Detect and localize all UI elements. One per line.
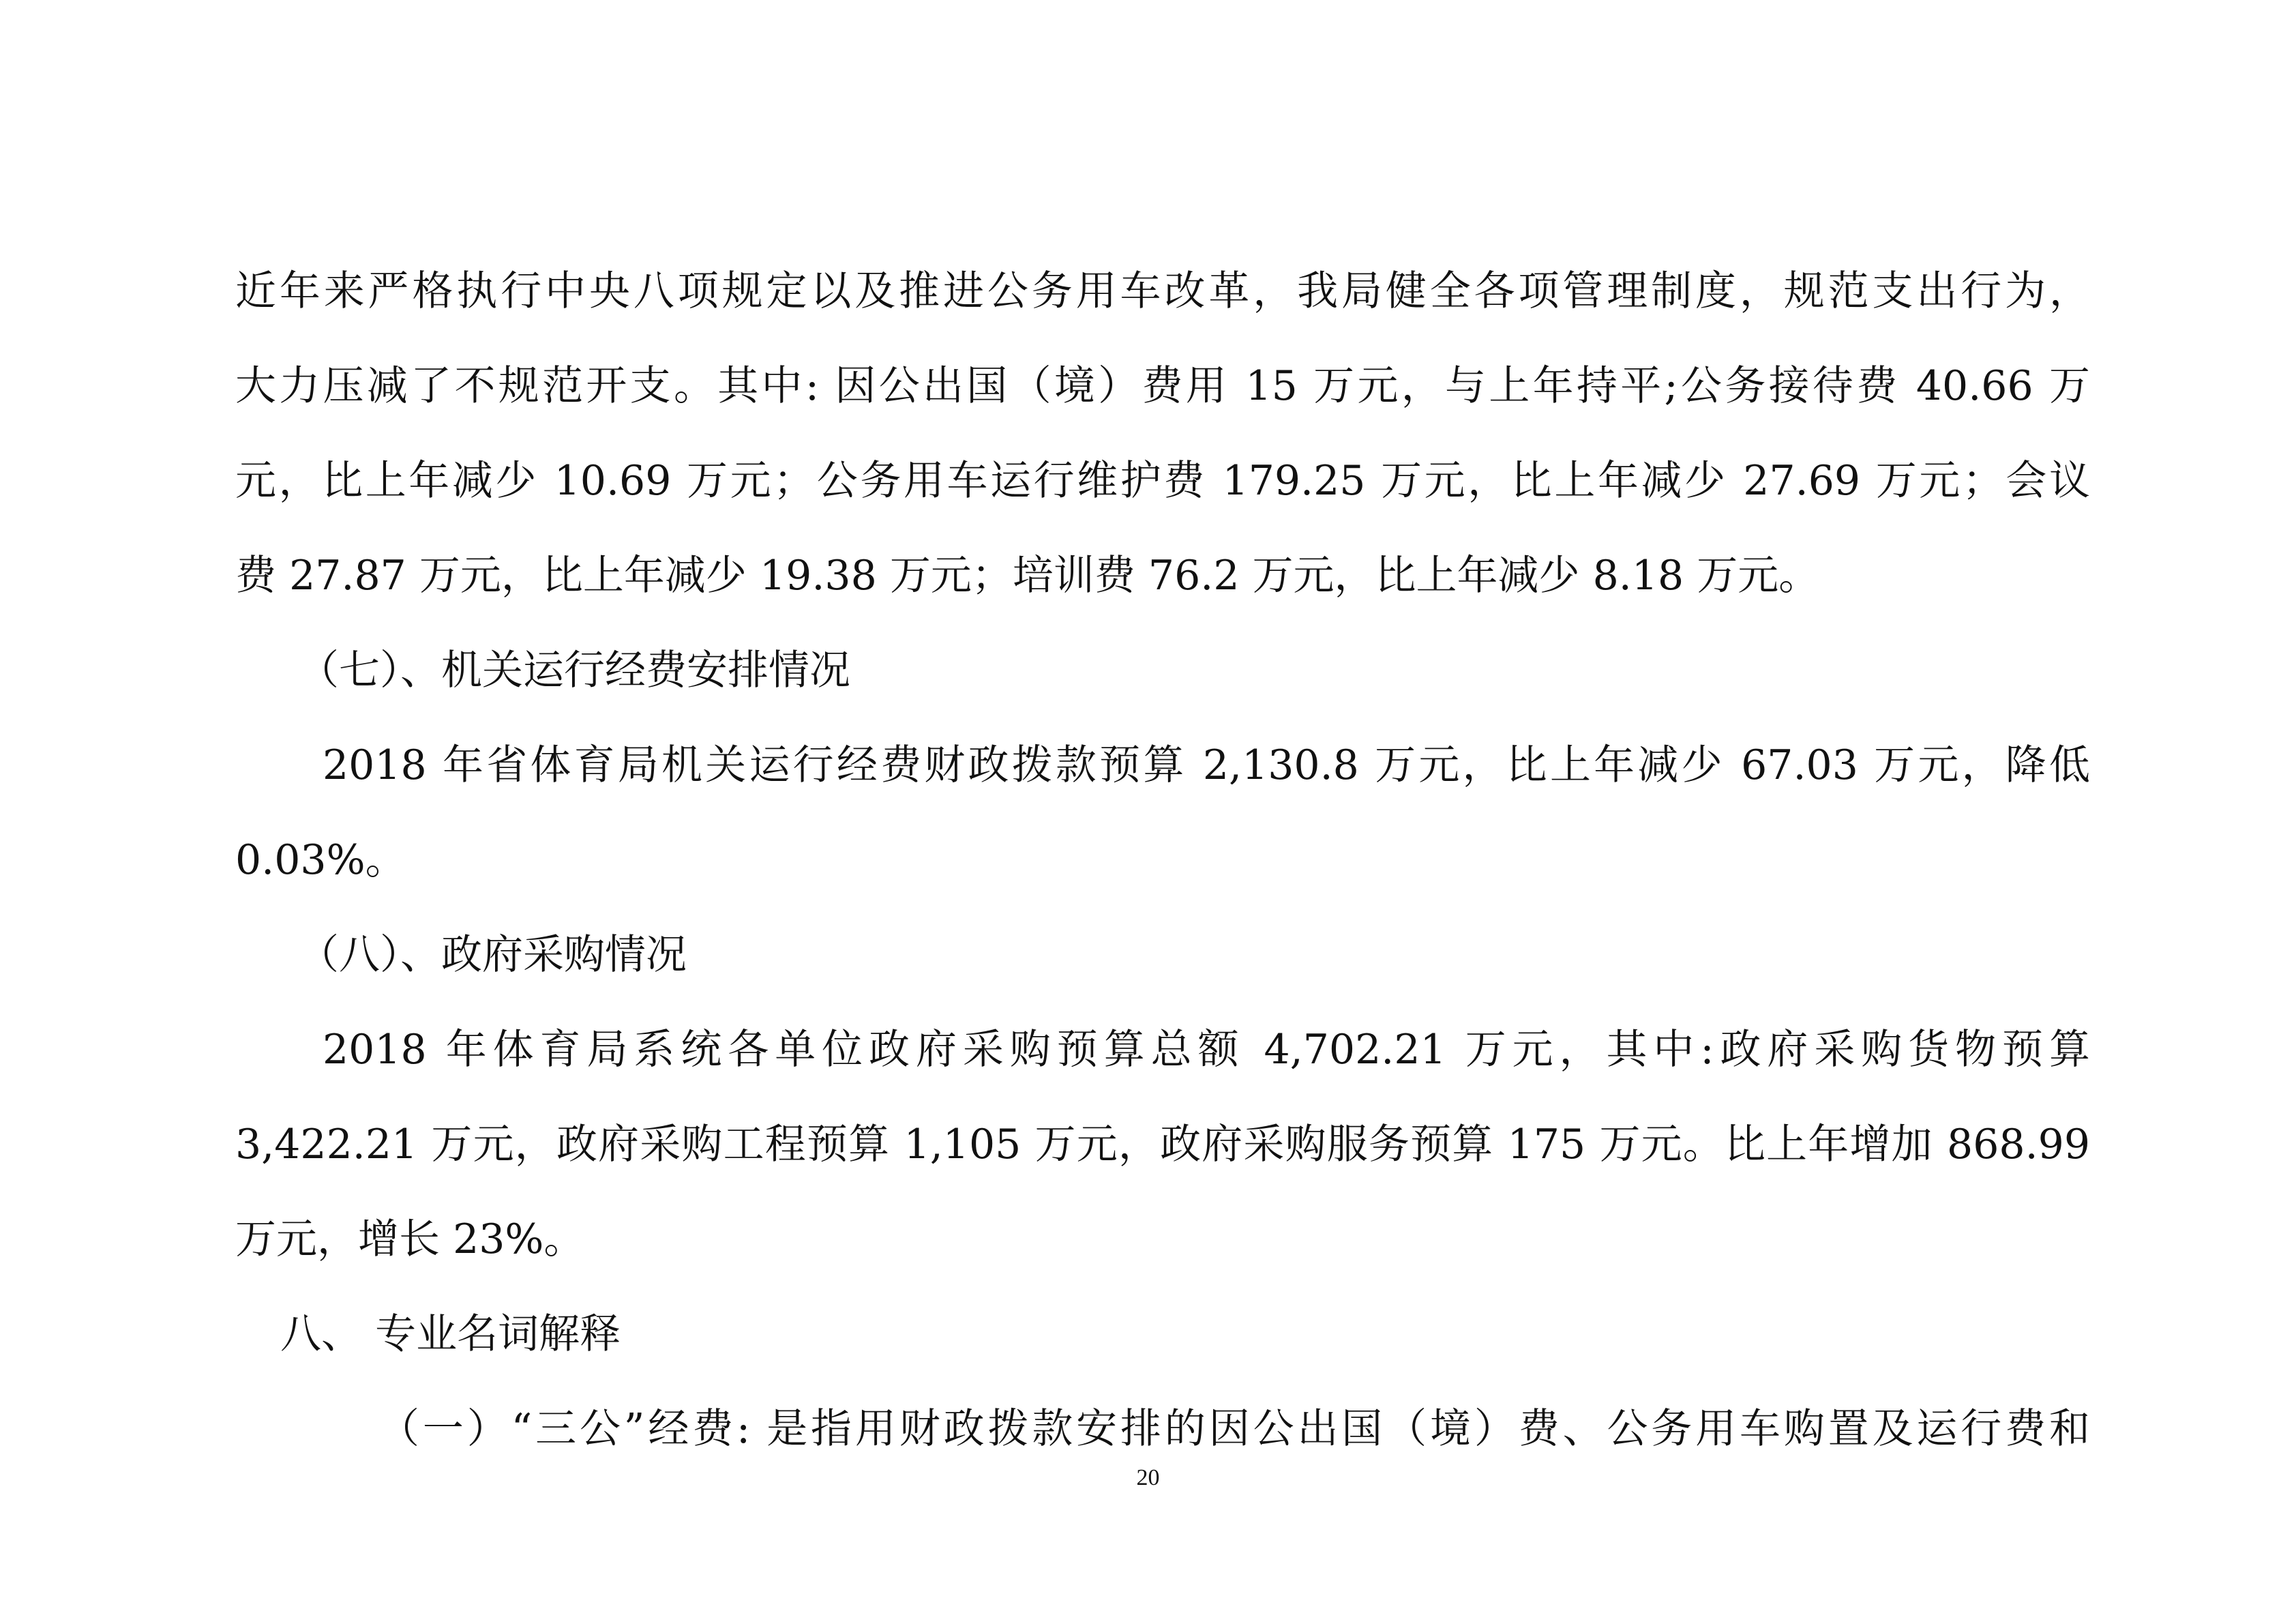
paragraph-line: 2018 年体育局系统各单位政府采购预算总额 4,702.21 万元，其中:政府采购货物预算	[323, 1026, 2090, 1074]
body-text	[235, 244, 2090, 1477]
paragraph-line: 元，比上年减少 10.69 万元；公务用车运行维护费 179.25 万元，比上年减少 27.69 万元；会议	[235, 457, 2090, 505]
paragraph-line: 2018 年省体育局机关运行经费财政拨款预算 2,130.8 万元，比上年减少 67.03 万元，降低	[323, 741, 2090, 789]
paragraph-line: 费 27.87 万元，比上年减少 19.38 万元；培训费 76.2 万元，比上年减少 8.18 万元。	[235, 552, 1820, 600]
section-heading-7: （七）、机关运行经费安排情况	[298, 647, 850, 694]
glossary-item-line: （一）“三公”经费: 是指用财政拨款安排的因公出国（境）费、公务用车购置及运行费和	[378, 1405, 2090, 1453]
paragraph-line: 3,422.21 万元，政府采购工程预算 1,105 万元，政府采购服务预算 175 万元。比上年增加 868.99	[235, 1121, 2090, 1168]
chapter-heading-glossary: 八、 专业名词解释	[280, 1310, 621, 1358]
section-heading-8: （八）、政府采购情况	[298, 931, 687, 979]
page-number: 20	[1136, 1465, 1160, 1490]
paragraph-line: 万元，增长 23%。	[235, 1215, 585, 1263]
paragraph-line: 大力压减了不规范开支。其中: 因公出国（境）费用 15 万元，与上年持平;公务接待费 40.66 万	[235, 362, 2090, 410]
paragraph-line: 近年来严格执行中央八项规定以及推进公务用车改革，我局健全各项管理制度，规范支出行为，	[235, 267, 2090, 315]
paragraph-line: 0.03%。	[235, 836, 406, 884]
